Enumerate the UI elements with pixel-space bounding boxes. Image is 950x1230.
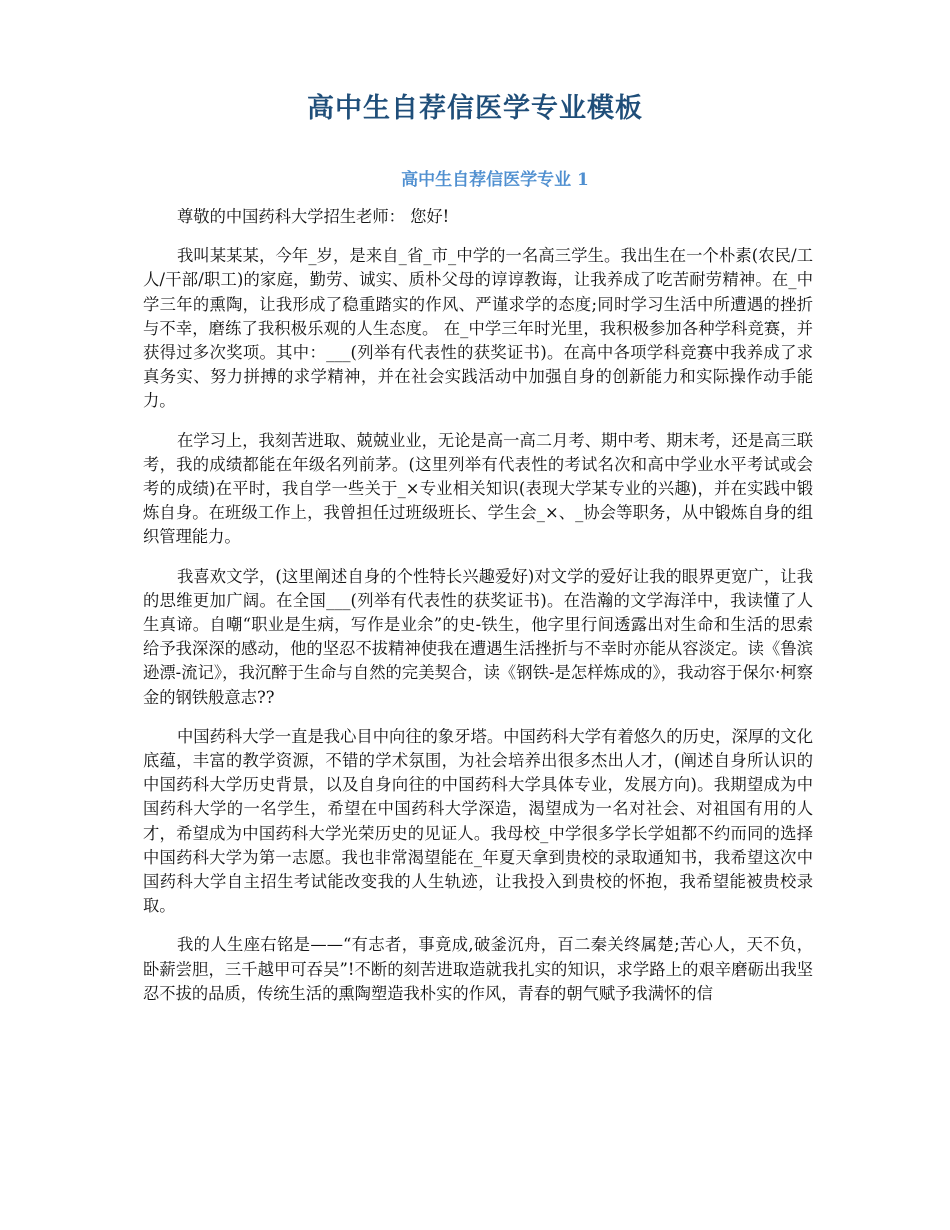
document-title: 高中生自荐信医学专业模板 (307, 93, 643, 124)
letter-body (143, 205, 813, 1021)
body-paragraph-university: 中国药科大学一直是我心目中向往的象牙塔。中国药科大学有着悠久的历史，深厚的文化底蕴，丰富的教学资源，不错的学术氛围，为社会培养出很多杰出人才，(阐述自身所认识的中国药科大学历史背景，以及自身向往的中国药科大学具体专业，发展方向)。我期望成为中国药科大学的一名学生，希望在中国药科大学深造，渴望成为一名对社会、对祖国有用的人才，希望成为中国药科大学光荣历史的见证人。我母校_中学很多学长学姐都不约而同的选择中国药科大学为第一志愿。我也非常渴望能在_年夏天拿到贵校的录取通知书，我希望这次中国药科大学自主招生考试能改变我的人生轨迹，让我投入到贵校的怀抱，我希望能被贵校录取。 (143, 726, 813, 916)
section-title: 高中生自荐信医学专业 1 (401, 170, 589, 190)
body-paragraph-introduction: 我叫某某某，今年_岁，是来自_省_市_中学的一名高三学生。我出生在一个朴素(农民/工人/干部/职工)的家庭，勤劳、诚实、质朴父母的谆谆教诲，让我养成了吃苦耐劳精神。在_中学三年的熏陶，让我形成了稳重踏实的作风、严谨求学的态度;同时学习生活中所遭遇的挫折与不幸，磨练了我积极乐观的人生态度。 在_中学三年时光里，我积极参加各种学科竞赛，并获得过多次奖项。其中：___(列举有代表性的获奖证书)。在高中各项学科竞赛中我养成了求真务实、努力拼搏的求学精神，并在社会实践活动中加强自身的创新能力和实际操作动手能力。 (143, 246, 813, 411)
body-paragraph-study: 在学习上，我刻苦进取、兢兢业业，无论是高一高二月考、期中考、期末考，还是高三联考，我的成绩都能在年级名列前茅。(这里列举有代表性的考试名次和高中学业水平考试或会考的成绩)在平时，我自学一些关于_×专业相关知识(表现大学某专业的兴趣)，并在实践中锻炼自身。在班级工作上，我曾担任过班级班长、学生会_×、_协会等职务，从中锻炼自身的组织管理能力。 (143, 430, 813, 547)
salutation-paragraph: 尊敬的中国药科大学招生老师： 您好! (177, 207, 450, 226)
body-paragraph-hobbies: 我喜欢文学，(这里阐述自身的个性特长兴趣爱好)对文学的爱好让我的眼界更宽广，让我的思维更加广阔。在全国___(列举有代表性的获奖证书)。在浩瀚的文学海洋中，我读懂了人生真谛。自嘲“职业是生病，写作是业余”的史-铁生，他字里行间透露出对生命和生活的思索给予我深深的感动，他的坚忍不拔精神使我在遭遇生活挫折与不幸时亦能从容淡定。读《鲁滨逊漂-流记》，我沉醉于生命与自然的完美契合，读《钢铁-是怎样炼成的》，我动容于保尔·柯察金的钢铁般意志?? (143, 566, 813, 707)
body-paragraph-motto: 我的人生座右铭是——“有志者，事竟成,破釜沉舟，百二秦关终属楚;苦心人，天不负，卧薪尝胆，三千越甲可吞吴”!不断的刻苦进取造就我扎实的知识，求学路上的艰辛磨砺出我坚忍不拔的品质，传统生活的熏陶塑造我朴实的作风，青春的朝气赋予我满怀的信 (143, 935, 813, 1003)
